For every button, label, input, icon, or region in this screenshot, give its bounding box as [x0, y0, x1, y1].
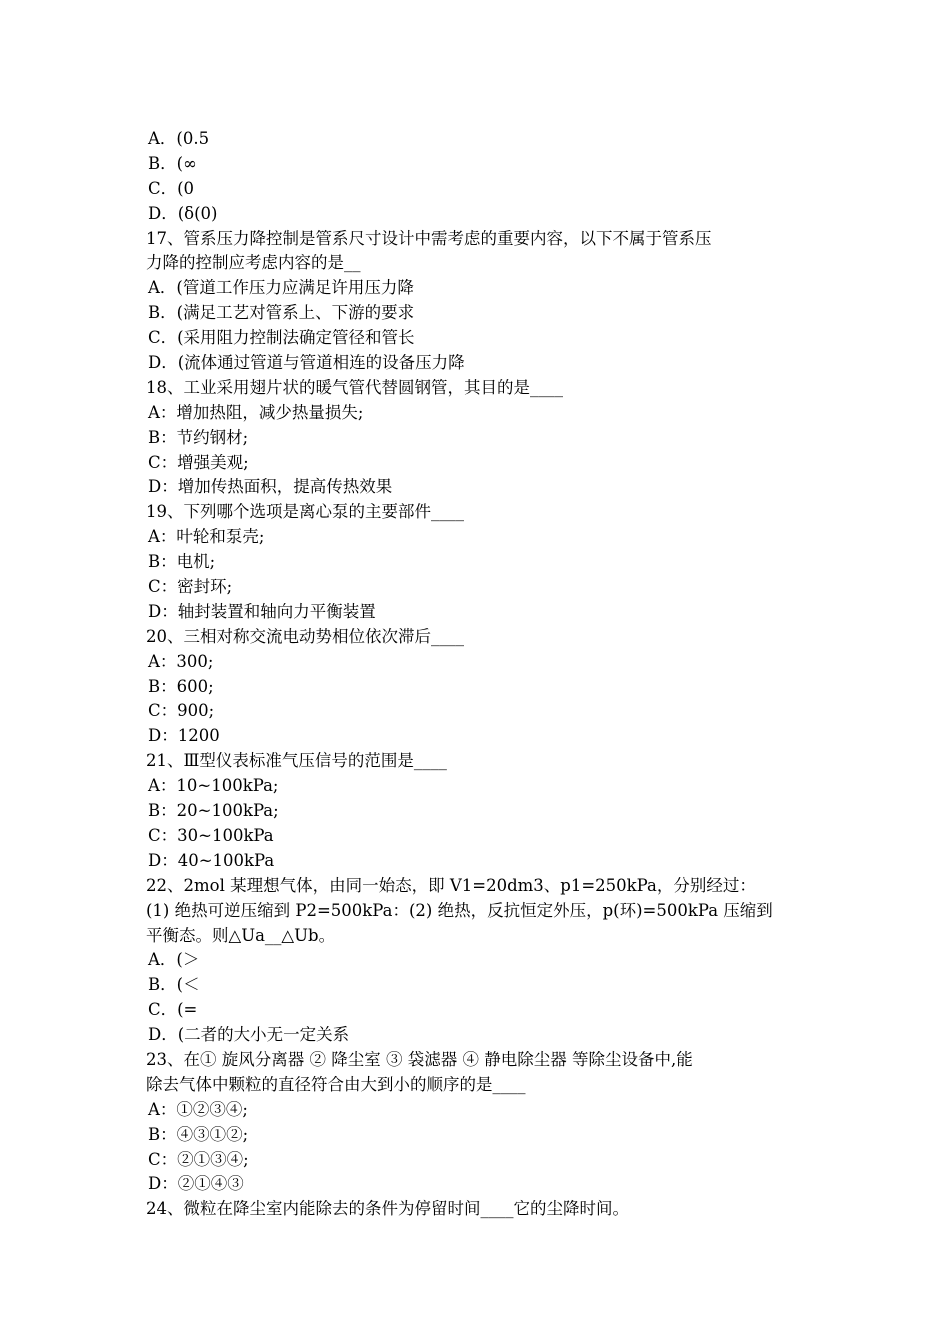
answer-option: A．(0.5 [148, 129, 210, 148]
question-text: 除去气体中颗粒的直径符合由大到小的顺序的是____ [146, 1074, 526, 1094]
answer-option: A：①②③④; [148, 1099, 248, 1119]
answer-option: C．(0 [148, 178, 195, 198]
answer-option: C：②①③④; [148, 1149, 249, 1169]
question-text: 17、管系压力降控制是管系尺寸设计中需考虑的重要内容，以下不属于管系压 [146, 228, 712, 248]
answer-option: D．(流体通过管道与管道相连的设备压力降 [148, 353, 465, 373]
answer-option: A：叶轮和泵壳; [148, 527, 265, 547]
answer-option: B：电机; [148, 552, 216, 572]
question-text: 24、微粒在降尘室内能除去的条件为停留时间____它的尘降时间。 [146, 1199, 629, 1219]
answer-option: C：增强美观; [148, 452, 249, 472]
document-body [146, 127, 816, 1222]
answer-option: D：②①④③ [148, 1174, 244, 1194]
answer-option: A．(＞ [148, 950, 200, 970]
answer-option: A：300; [148, 651, 214, 671]
answer-option: B：④③①②; [148, 1124, 249, 1144]
answer-option: D：轴封装置和轴向力平衡装置 [148, 601, 376, 621]
question-text: 18、工业采用翅片状的暖气管代替圆钢管，其目的是____ [146, 377, 563, 397]
answer-option: D：40~100kPa [148, 850, 275, 870]
answer-option: D：1200 [148, 726, 220, 746]
question-text: 21、Ⅲ型仪表标准气压信号的范围是____ [146, 751, 447, 771]
answer-option: D：增加传热面积，提高传热效果 [148, 477, 393, 497]
answer-option: A．(管道工作压力应满足许用压力降 [148, 278, 414, 298]
answer-option: C：900; [148, 701, 215, 721]
answer-option: B：节约钢材; [148, 427, 249, 447]
answer-option: B：20~100kPa; [148, 801, 279, 821]
question-text: 19、下列哪个选项是离心泵的主要部件____ [146, 502, 464, 522]
answer-option: C．(= [148, 1000, 198, 1020]
answer-option: C．(采用阻力控制法确定管径和管长 [148, 328, 415, 348]
answer-option: B．(＜ [148, 975, 200, 995]
answer-option: B．(满足工艺对管系上、下游的要求 [148, 303, 415, 323]
question-text: (1) 绝热可逆压缩到 P2=500kPa：(2) 绝热，反抗恒定外压，p(环)=500kPa 压缩到 [146, 900, 773, 920]
answer-option: C：密封环; [148, 577, 233, 597]
question-text: 力降的控制应考虑内容的是__ [146, 253, 361, 273]
answer-option: A：10~100kPa; [148, 776, 279, 796]
answer-option: C：30~100kPa [148, 825, 274, 845]
question-text: 22、2mol 某理想气体，由同一始态，即 V1=20dm3、p1=250kPa，分别经过： [146, 875, 756, 895]
answer-option: A：增加热阻，减少热量损失; [148, 402, 364, 422]
answer-option: B：600; [148, 676, 214, 696]
question-text: 平衡态。则△Ua__△Ub。 [146, 925, 336, 945]
question-text: 20、三相对称交流电动势相位依次滞后____ [146, 626, 464, 646]
question-text: 23、在① 旋风分离器 ② 降尘室 ③ 袋滤器 ④ 静电除尘器 等除尘设备中,能 [146, 1049, 693, 1069]
answer-option: D．(δ(0) [148, 203, 218, 223]
answer-option: B．(∞ [148, 153, 197, 173]
answer-option: D．(二者的大小无一定关系 [148, 1025, 350, 1045]
